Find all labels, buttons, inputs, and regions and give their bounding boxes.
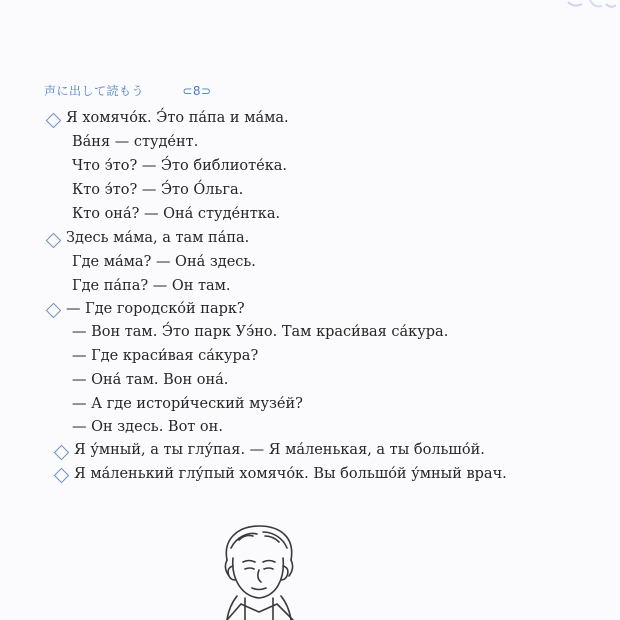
section-header [44, 82, 212, 99]
dialogue-line: — А где истори́ческий музе́й? [72, 396, 303, 412]
diamond-bullet-icon [46, 303, 62, 319]
dialogue-line: Я ма́ленький глу́пый хомячо́к. Вы большо́й у́мный врач. [74, 466, 507, 482]
dialogue-line: Кто э́то? — Э́то О́льга. [72, 182, 244, 198]
dialogue-line: Я хомячо́к. Э́то па́па и ма́ма. [66, 110, 289, 126]
dialogue-line: Я у́мный, а ты глу́пая. — Я ма́ленькая, а ты большо́й. [74, 442, 485, 458]
dialogue-line: Здесь ма́ма, а там па́па. [66, 230, 250, 246]
dialogue-line: — Она́ там. Вон она́. [72, 372, 229, 388]
doctor-illustration [205, 518, 315, 620]
corner-decoration [560, 0, 620, 28]
dialogue-line: Что э́то? — Э́то библиоте́ка. [72, 158, 288, 174]
audio-track-number: ⊂8⊃ [182, 84, 212, 98]
dialogue-line: — Где краси́вая са́кура? [72, 348, 259, 364]
section-title: 声に出して読もう [44, 84, 145, 98]
dialogue-line: Где ма́ма? — Она́ здесь. [72, 254, 256, 270]
dialogue-line: Где па́па? — Он там. [72, 278, 231, 294]
dialogue-line: Ва́ня — студе́нт. [72, 134, 199, 150]
dialogue-line: — Вон там. Э́то парк Уэ́но. Там краси́вая са́кура. [72, 324, 449, 340]
dialogue-line: — Он здесь. Вот он. [72, 419, 223, 435]
diamond-bullet-icon [54, 445, 70, 461]
dialogue-line: Кто она́? — Она́ студе́нтка. [72, 206, 281, 222]
diamond-bullet-icon [46, 233, 62, 249]
diamond-bullet-icon [54, 468, 70, 484]
diamond-bullet-icon [46, 113, 62, 129]
dialogue-line: — Где городско́й парк? [66, 301, 245, 317]
